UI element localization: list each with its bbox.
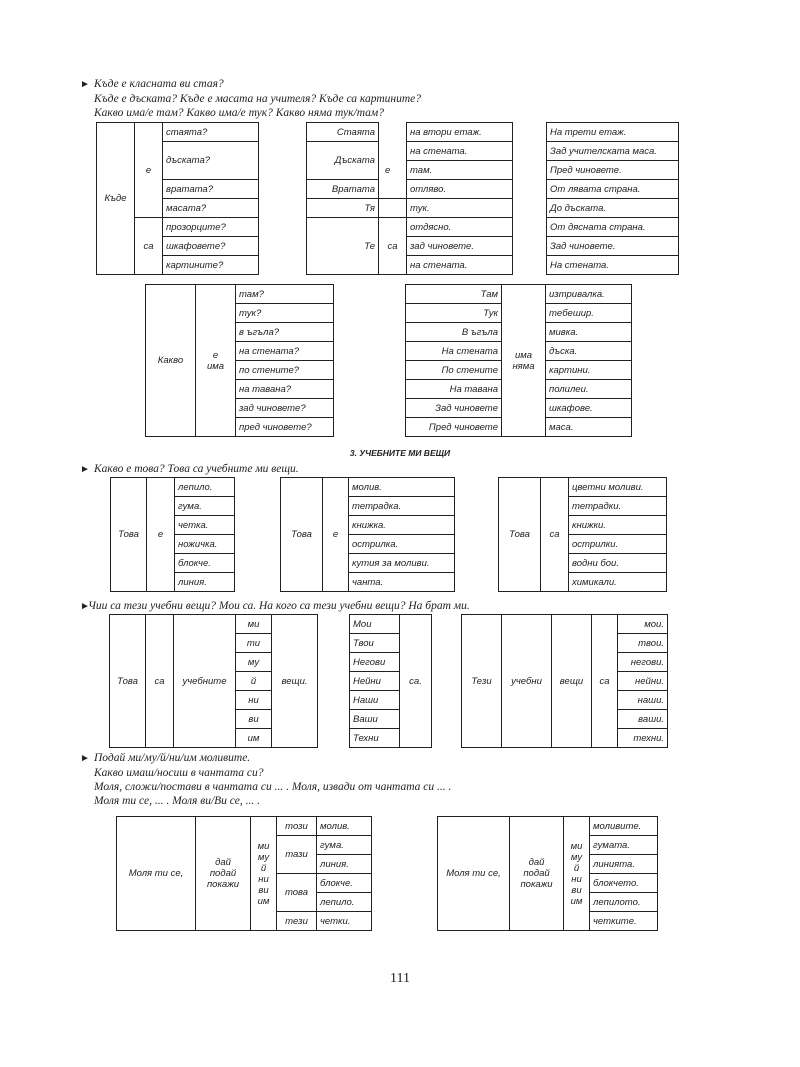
triangle-bullet-icon: ►: [80, 601, 90, 612]
this-is-table-2: Това е молив. тетрадка. книжка. острилка. кутия за моливи. чанта.: [280, 477, 455, 592]
section3-heading: 3. УЧЕБНИТЕ МИ ВЕЩИ: [349, 448, 451, 458]
triangle-bullet-icon: ►: [80, 753, 90, 764]
there-is-answer-table: Там има няма изтривалка. Тук тебешир. В ъгъла мивка. На стената дъска. По стените картини. На тавана полилеи. Зад чиновете шкафове. Пред чиновете маса.: [405, 284, 632, 437]
table-cell: стаята?: [163, 123, 259, 142]
request-table-2: Моля ти се, дай подай покажи ми му й ни ви им моливите. гумата. линията. блокчето. лепилото. четките.: [437, 816, 658, 931]
possessive-table-3: Тези учебни вещи са мои. твои. негови. нейни. наши. ваши. техни.: [461, 614, 668, 748]
table-cell: картините?: [163, 256, 259, 275]
section3-prompt: ► Какво е това? Това са учебните ми вещи.: [80, 463, 299, 475]
these-are-table: Това са цветни моливи. тетрадки. книжки. острилки. водни бои. химикали.: [498, 477, 667, 592]
triangle-bullet-icon: ►: [80, 79, 90, 90]
possessive-table-1: Това са учебните ми вещи. ти му й ни ви им: [109, 614, 318, 748]
this-is-table-1: Това е лепило. гума. четка. ножичка. блокче. линия.: [110, 477, 235, 592]
table-cell: дъската?: [163, 142, 259, 180]
table-cell: прозорците?: [163, 218, 259, 237]
section4-prompt: ►Чии са тези учебни вещи? Мои са. На кого са тези учебни вещи? На брат ми.: [80, 600, 470, 612]
table-cell: вратата?: [163, 180, 259, 199]
section5-prompt: ► Подай ми/му/й/ни/им моливите. Какво имаш/носиш в чантата си? Моля, сложи/постави в чантата си ... . Моля, извади от чантата си ... . Моля ти се, ... . Моля ви/Ви се, ... .: [80, 752, 452, 807]
location-answer-table: Стаята на втори етаж. Дъската на стената. там. Вратата отляво. Тя тук. Те са отдясно. зад чиновете. на стената.: [306, 122, 513, 275]
table-cell: шкафовете?: [163, 237, 259, 256]
section1-prompt: ► Къде е класната ви стая? Къде е дъската? Къде е масата на учителя? Къде са картините? Какво има/е там? Какво има/е тук? Какво няма тук/там?: [80, 78, 422, 119]
page-number: 111: [390, 971, 410, 986]
what-question-table: Какво е има там? тук? в ъгъла? на стената? по стените? на тавана? зад чиновете? пред чиновете?: [145, 284, 334, 437]
short-answer-table: На трети етаж. Зад учителската маса. Пред чиновете. От лявата страна. До дъската. От дясната страна. Зад чиновете. На стената.: [546, 122, 679, 275]
triangle-bullet-icon: ►: [80, 464, 90, 475]
where-question-table: Къде е стаята? дъската? вратата? масата? са прозорците? шкафовете? картините?: [96, 122, 259, 275]
table-cell: масата?: [163, 199, 259, 218]
possessive-table-2: Мои са. Твои Негови Нейни Наши Ваши Техни: [349, 614, 432, 748]
request-table-1: Моля ти се, дай подай покажи ми му й ни ви им този молив. тази гума. линия. това блокче. лепило. тези четки.: [116, 816, 372, 931]
